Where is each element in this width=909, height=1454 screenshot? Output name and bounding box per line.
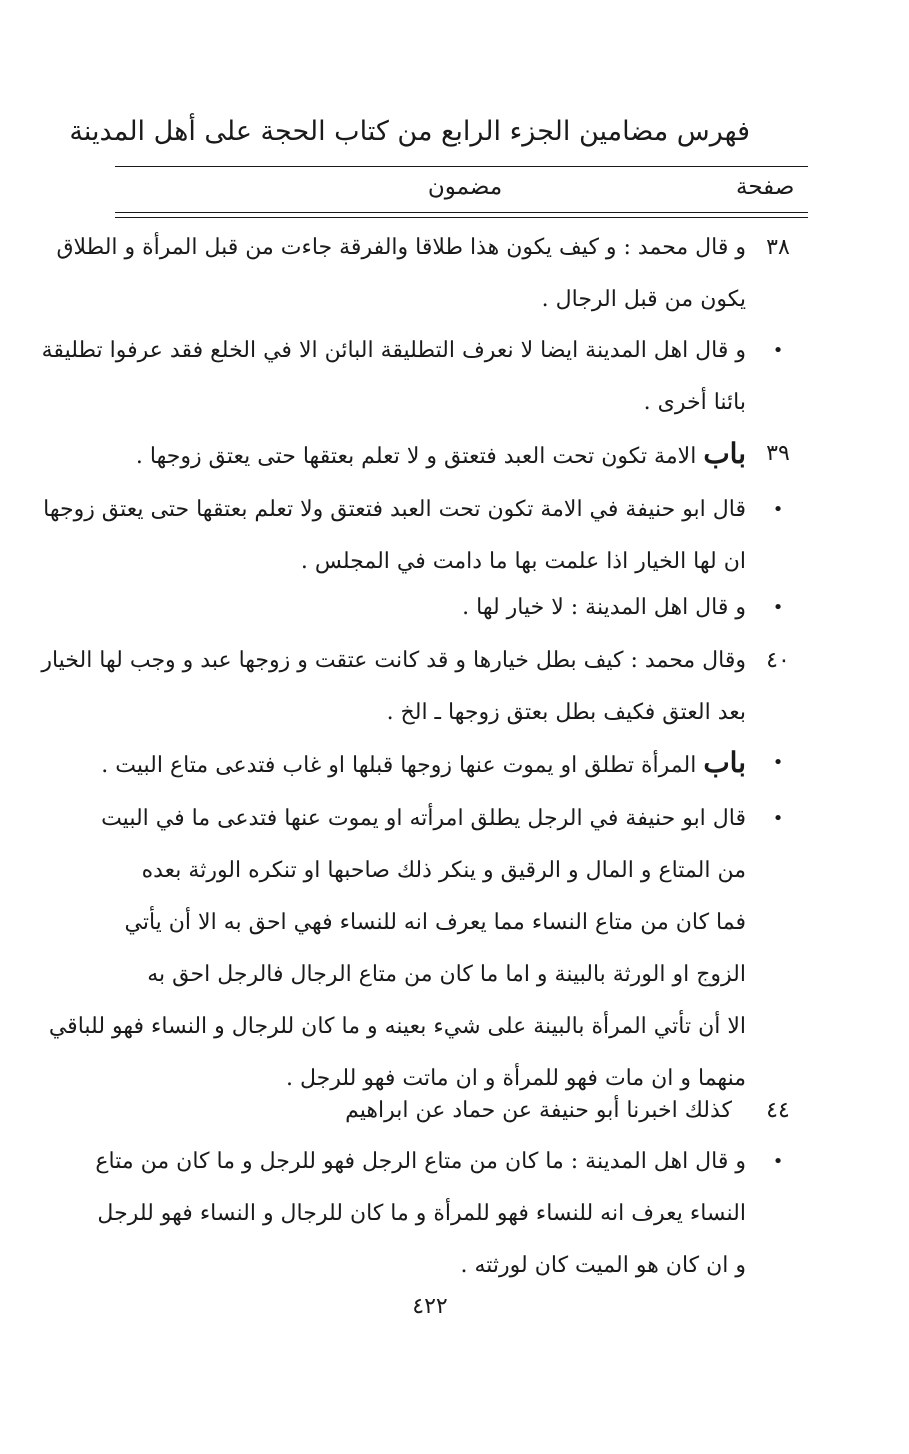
chapter-heading bbox=[118, 428, 746, 483]
entry-line: من المتاع و المال و الرقيق و ينكر ذلك صاحبها او تنكره الورثة بعده bbox=[141, 858, 746, 883]
entry-text bbox=[95, 1136, 746, 1292]
entry-line: و قال اهل المدينة : لا خيار لها . bbox=[462, 595, 746, 620]
entry-text bbox=[41, 635, 746, 739]
chapter-title: المرأة تطلق او يموت عنها زوجها قبلها او غاب فتدعى متاع البيت . bbox=[101, 753, 697, 778]
entry-line: فما كان من متاع النساء مما يعرف انه للنساء فهي احق به الا أن يأتي bbox=[124, 910, 746, 935]
entry-page-number: ٤٤ bbox=[766, 1098, 790, 1123]
entry-line: و قال اهل المدينة ايضا لا نعرف التطليقة البائن الا في الخلع فقد عرفوا تطليقة bbox=[41, 338, 746, 363]
chapter-heading bbox=[101, 737, 746, 792]
entry-text bbox=[48, 793, 746, 1105]
chapter-title: الامة تكون تحت العبد فتعتق و لا تعلم بعتقها حتى يعتق زوجها . bbox=[135, 444, 697, 469]
entry-line: بعد العتق فكيف بطل بعتق زوجها ـ الخ . bbox=[386, 700, 746, 725]
entry-line: بائنا أخرى . bbox=[643, 390, 746, 415]
entry-line: الا أن تأتي المرأة بالبينة على شيء بعينه و ما كان للرجال و النساء فهو للباقي bbox=[48, 1014, 746, 1039]
entry-text bbox=[118, 1085, 746, 1137]
entry-line: يكون من قبل الرجال . bbox=[541, 287, 746, 312]
entry-text bbox=[41, 325, 746, 429]
entry-text bbox=[56, 222, 746, 326]
entry-line: النساء يعرف انه للنساء فهو للمرأة و ما كان للرجال و النساء فهو للرجل bbox=[97, 1201, 746, 1226]
entry-line bbox=[101, 737, 746, 792]
entry-line: الزوج او الورثة بالبينة و اما ما كان من متاع الرجال فالرجل احق به bbox=[147, 962, 746, 987]
header-rule-bottom-2 bbox=[115, 217, 808, 218]
entry-line: و ان كان هو الميت كان لورثته . bbox=[460, 1253, 746, 1278]
entry-bullet: • bbox=[772, 340, 784, 361]
entry-page-number: ٣٨ bbox=[766, 235, 790, 260]
entry-line: ان لها الخيار اذا علمت بها ما دامت في المجلس . bbox=[300, 549, 746, 574]
entry-page-number: ٣٩ bbox=[766, 441, 790, 466]
bab-label: باب bbox=[703, 437, 746, 470]
entry-line: و قال محمد : و كيف يكون هذا طلاقا والفرقة جاءت من قبل المرأة و الطلاق bbox=[56, 235, 746, 260]
entry-bullet: • bbox=[772, 752, 784, 773]
bab-label: باب bbox=[703, 746, 746, 779]
page-title: فهرس مضامين الجزء الرابع من كتاب الحجة على أهل المدينة bbox=[69, 116, 750, 147]
entry-bullet: • bbox=[772, 499, 784, 520]
entry-text bbox=[118, 582, 746, 634]
entry-bullet: • bbox=[772, 597, 784, 618]
entry-bullet: • bbox=[772, 808, 784, 829]
entry-line: منهما و ان مات فهو للمرأة و ان ماتت فهو للرجل . bbox=[285, 1066, 746, 1091]
entry-line: وقال محمد : كيف بطل خيارها و قد كانت عتقت و زوجها عبد و وجب لها الخيار bbox=[41, 648, 746, 673]
entry-line: كذلك اخبرنا أبو حنيفة عن حماد عن ابراهيم bbox=[345, 1098, 732, 1123]
column-header-page: صفحة bbox=[736, 174, 795, 200]
entry-text bbox=[43, 484, 746, 588]
entry-line: قال ابو حنيفة في الامة تكون تحت العبد فتعتق ولا تعلم بعتقها حتى يعتق زوجها bbox=[43, 497, 746, 522]
entry-bullet: • bbox=[772, 1151, 784, 1172]
entry-line bbox=[118, 428, 746, 483]
header-rule-top bbox=[115, 166, 808, 167]
entry-line: و قال اهل المدينة : ما كان من متاع الرجل فهو للرجل و ما كان من متاع bbox=[95, 1149, 746, 1174]
page-number: ٤٢٢ bbox=[412, 1294, 448, 1319]
column-header-content: مضمون bbox=[427, 174, 503, 200]
entry-page-number: ٤٠ bbox=[766, 648, 790, 673]
entry-line: قال ابو حنيفة في الرجل يطلق امرأته او يموت عنها فتدعى ما في البيت bbox=[101, 806, 746, 831]
header-rule-bottom-1 bbox=[115, 212, 808, 213]
